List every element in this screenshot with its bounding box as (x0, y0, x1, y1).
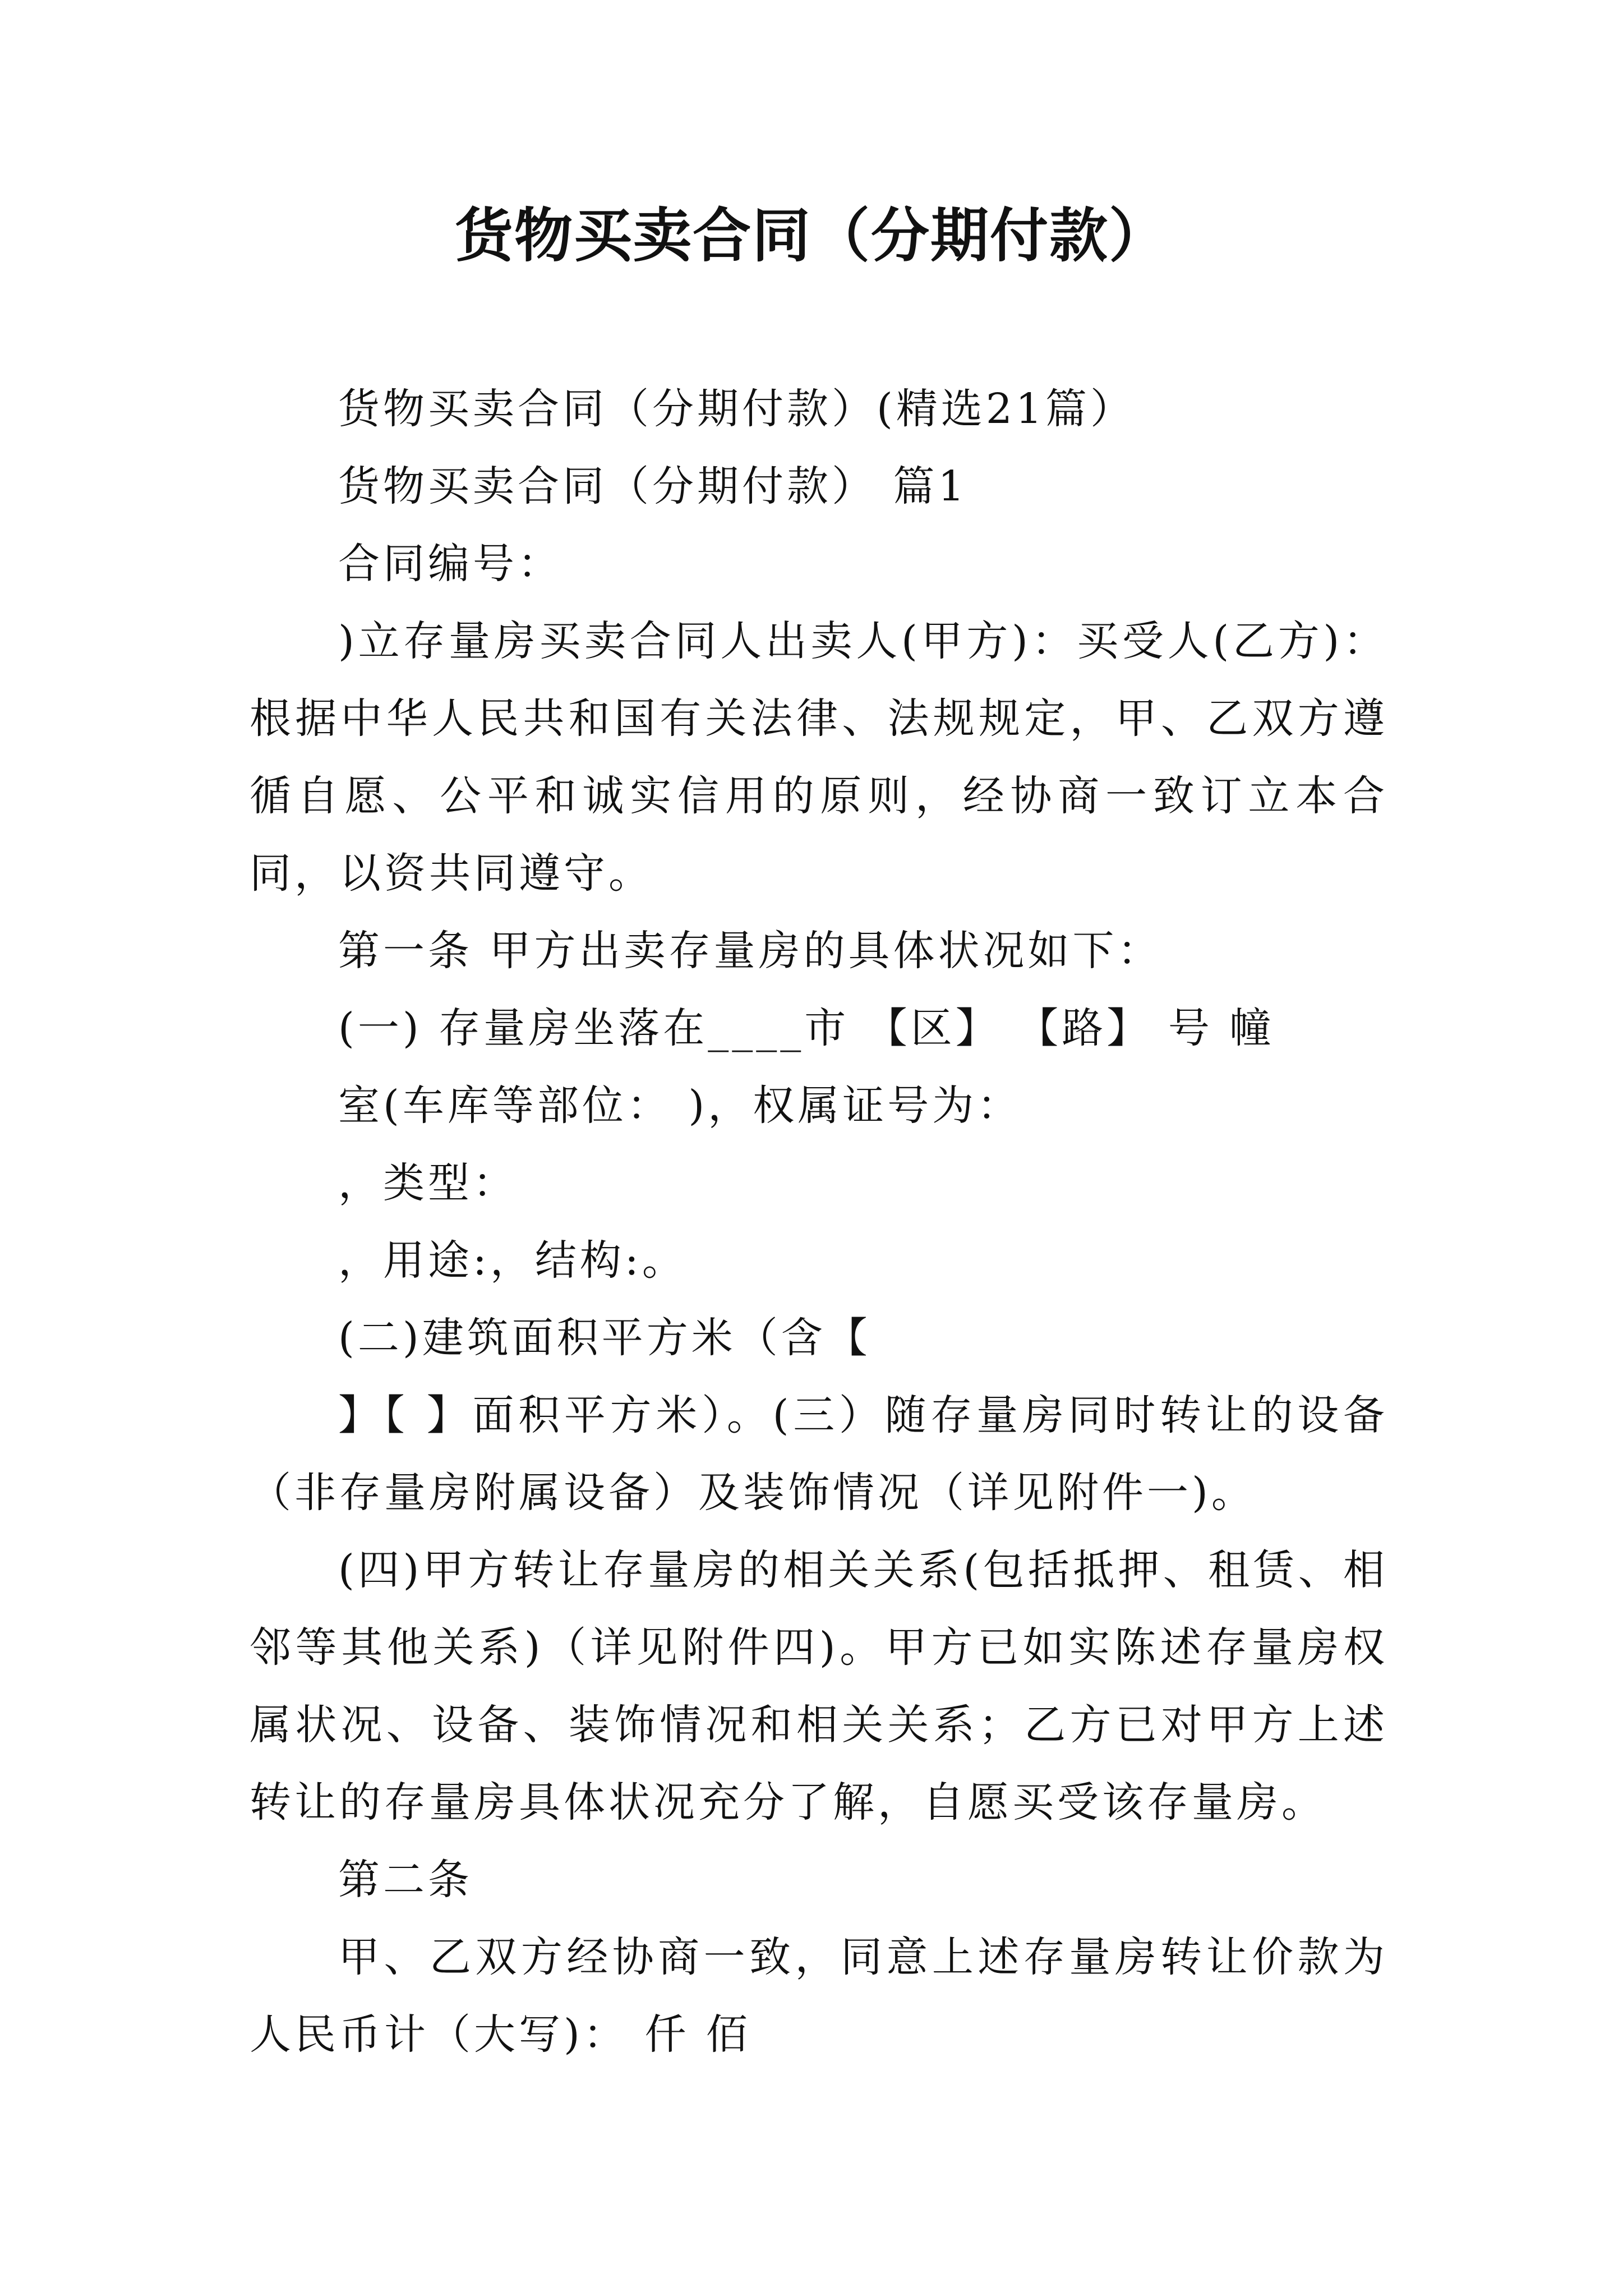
paragraph-item-3-equipment: 】【 】面积平方米）。(三）随存量房同时转让的设备（非存量房附属设备）及装饰情况（详见附件一)。 (250, 1391, 1388, 1517)
document-title: 货物买卖合同（分期付款） (454, 201, 1168, 270)
document-body (250, 370, 1388, 2073)
paragraph-contract-number: 合同编号： (338, 540, 562, 588)
paragraph-clause-1: 第一条 甲方出卖存量房的具体状况如下： (338, 927, 1163, 975)
paragraph-item-4-relations: (四)甲方转让存量房的相关关系(包括抵押、租赁、相邻等其他关系)（详见附件四)。甲方已如实陈述存量房权属状况、设备、装饰情况和相关关系；乙方已对甲方上述转让的存量房具体状况充分了解，自愿买受该存量房。 (250, 1546, 1388, 1826)
paragraph-collection-heading: 货物买卖合同（分期付款）(精选21篇） (338, 385, 1136, 433)
paragraph-price: 甲、乙双方经协商一致，同意上述存量房转让价款为人民币计（大写)： 仟 佰 (250, 1933, 1388, 2059)
paragraph-clause-2: 第二条 (338, 1856, 473, 1904)
paragraph-article-heading: 货物买卖合同（分期付款） 篇1 (338, 462, 968, 510)
paragraph-item-1-type: ，类型： (338, 1159, 518, 1207)
paragraph-preamble: )立存量房买卖合同人出卖人(甲方)：买受人(乙方)：根据中华人民共和国有关法律、法规规定，甲、乙双方遵循自愿、公平和诚实信用的原则，经协商一致订立本合同，以资共同遵守。 (250, 617, 1388, 898)
paragraph-item-1-room: 室(车库等部位： )，权属证号为： (338, 1082, 1022, 1130)
paragraph-item-2-area: (二)建筑面积平方米（含【 (338, 1314, 871, 1362)
paragraph-item-1-usage: ，用途:，结构:。 (338, 1236, 687, 1285)
paragraph-item-1-location: (一) 存量房坐落在____市 【区】 【路】 号 幢 (338, 1004, 1275, 1052)
